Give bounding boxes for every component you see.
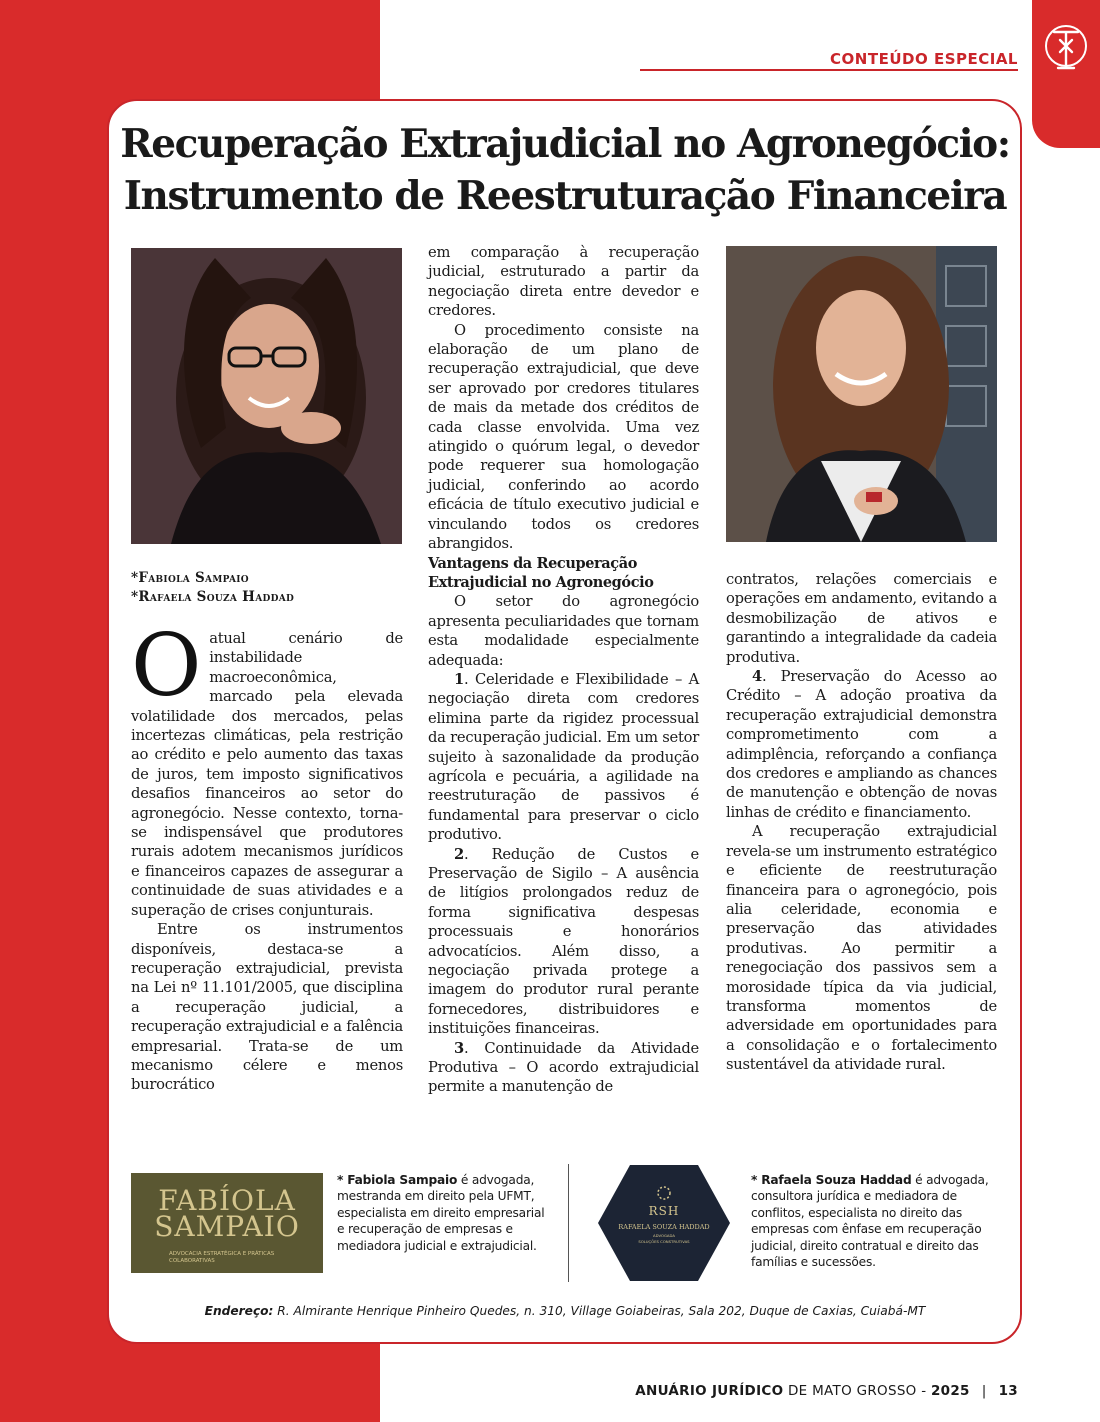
office-address: Endereço: R. Almirante Henrique Pinheiro Quedes, n. 310, Village Goiabeiras, Sala 202, Duque de Caxias, Cuiabá-MT xyxy=(204,1304,926,1318)
section-label: CONTEÚDO ESPECIAL xyxy=(830,50,1018,68)
paragraph: A recuperação extrajudicial revela-se um instrumento estratégico e eficiente de reestruturação financeira para o agronegócio, pois alia celeridade, economia e preservação das atividades produtivas. Ao permitir a renegociação dos passivos sem a morosidade típica da via judicial, transforma momentos de adversidade em oportunidades para a consolidação e o fortalecimento sustentável da atividade rural. xyxy=(726,823,997,1074)
logo-text-line-2: SAMPAIO xyxy=(154,1210,300,1243)
article-column-1 xyxy=(131,616,403,1095)
list-item: 3. Continuidade da Atividade Produtiva – O acordo extrajudicial permite a manutenção de xyxy=(428,1039,699,1096)
portrait-rafaela-illustration xyxy=(726,246,997,542)
article-title xyxy=(110,118,1020,222)
list-item: 4. Preservação do Acesso ao Crédito – A adoção proativa da recuperação extrajudicial demonstra comprometimento com a adimplência, reforçando a confiança dos credores e ampliando as chances de manutenção e obtenção de novas linhas de crédito e financiamento. xyxy=(726,668,997,821)
fabiola-sampaio-logo xyxy=(131,1173,323,1273)
title-line-2: Instrumento de Reestruturação Financeira xyxy=(123,173,1007,219)
logo-text-line-1: FABÍOLA xyxy=(158,1184,296,1217)
section-heading: Vantagens da Recuperação Extrajudicial no Agronegócio xyxy=(428,554,654,591)
author-photo-rafaela xyxy=(726,246,997,542)
rsh-logo xyxy=(596,1163,732,1283)
rsh-name: RAFAELA SOUZA HADDAD xyxy=(618,1223,710,1231)
list-item: 2. Redução de Custos e Preservação de Sigilo – A ausência de litígios prolongados reduz de forma significativa despesas processuais e honorários advocatícios. Além disso, a negociação privada protege a imagem do produtor rural perante fornecedores, distribuidores e instituições financeiras. xyxy=(428,845,699,1038)
page-number: 13 xyxy=(998,1383,1018,1399)
rsh-subtitle-1: ADVOGADA xyxy=(653,1233,675,1238)
bio-divider xyxy=(568,1164,569,1282)
article-column-2 xyxy=(428,243,699,1097)
publication-subtitle: DE MATO GROSSO - xyxy=(783,1383,931,1399)
author-photo-fabiola xyxy=(131,248,402,544)
footer-separator: | xyxy=(981,1383,987,1399)
rsh-monogram: RSH xyxy=(648,1204,680,1218)
paragraph: O procedimento consiste na elaboração de um plano de recuperação extrajudicial, que deve ser aprovado por credores titulares de mais da metade dos créditos de cada classe envolvida. Uma vez atingido o quórum legal, o devedor pode requerer sua homologação judicial, conferindo ao acordo eficácia de título executivo judicial e vinculando todos os credores abrangidos. xyxy=(428,321,699,553)
bio-rafaela: * Rafaela Souza Haddad é advogada, consultora jurídica e mediadora de conflitos, especialista no direito das empresas com ênfase em recuperação judicial, direito contratual e direito das famílias e sucessões. xyxy=(751,1173,989,1270)
page-footer xyxy=(635,1383,1018,1399)
portrait-fabiola-illustration xyxy=(131,248,402,544)
article-column-3 xyxy=(726,570,997,1075)
logo-tagline: ADVOCACIA ESTRATÉGICA E PRÁTICAS COLABORATIVAS xyxy=(169,1251,275,1264)
publication-year: 2025 xyxy=(930,1383,970,1399)
paragraph: Oatual cenário de instabilidade macroeconômica, marcado pela elevada volatilidade dos mercados, pelas incertezas climáticas, pela restrição ao crédito e pelo aumento das taxas de juros, tem imposto significativos desafios financeiros ao setor do agronegócio. Nesse contexto, torna-se indispensável que produtores rurais adotem mecanismos jurídicos e financeiros capazes de assegurar a continuidade de suas atividades e a superação de crises conjunturais. xyxy=(131,616,403,919)
author-byline-2: *Rafaela Souza Haddad xyxy=(131,589,295,605)
list-item: 1. Celeridade e Flexibilidade – A negociação direta com credores elimina parte da rigidez processual da recuperação judicial. Em um setor sujeito à sazonalidade da produção agrícola e pecuária, a agilidade na reestruturação de passivos é fundamental para preservar o ciclo produtivo. xyxy=(428,670,699,844)
paragraph: em comparação à recuperação judicial, estruturado a partir da negociação direta entre devedor e credores. xyxy=(428,244,699,320)
publication-name: ANUÁRIO JURÍDICO xyxy=(635,1383,784,1399)
paragraph: O setor do agronegócio apresenta peculiaridades que tornam esta modalidade especialmente adequada: xyxy=(428,593,699,669)
red-corner-tab xyxy=(1032,0,1100,148)
gavel-monogram-icon xyxy=(1040,18,1092,80)
drop-cap: O xyxy=(131,616,202,716)
title-line-1: Recuperação Extrajudicial no Agronegócio: xyxy=(120,121,1010,167)
rsh-subtitle-2: SOLUÇÕES CONSTRUTIVAS xyxy=(638,1239,690,1244)
bio-fabiola: * Fabiola Sampaio é advogada, mestranda em direito pela UFMT, especialista em direito empresarial e recuperação de empresas e mediadora judicial e extrajudicial. xyxy=(337,1173,545,1253)
author-byline-1: *Fabiola Sampaio xyxy=(131,570,249,586)
section-rule xyxy=(640,69,1018,71)
rsh-hexagon-logo xyxy=(596,1163,732,1283)
paragraph: contratos, relações comerciais e operações em andamento, evitando a desmobilização de ativos e garantindo a integralidade da cadeia produtiva. xyxy=(726,571,997,666)
paragraph: Entre os instrumentos disponíveis, destaca-se a recuperação extrajudicial, prevista na Lei nº 11.101/2005, que disciplina a recuperação judicial, a recuperação extrajudicial e a falência empresarial. Trata-se de um mecanismo célere e menos burocrático xyxy=(131,921,403,1094)
